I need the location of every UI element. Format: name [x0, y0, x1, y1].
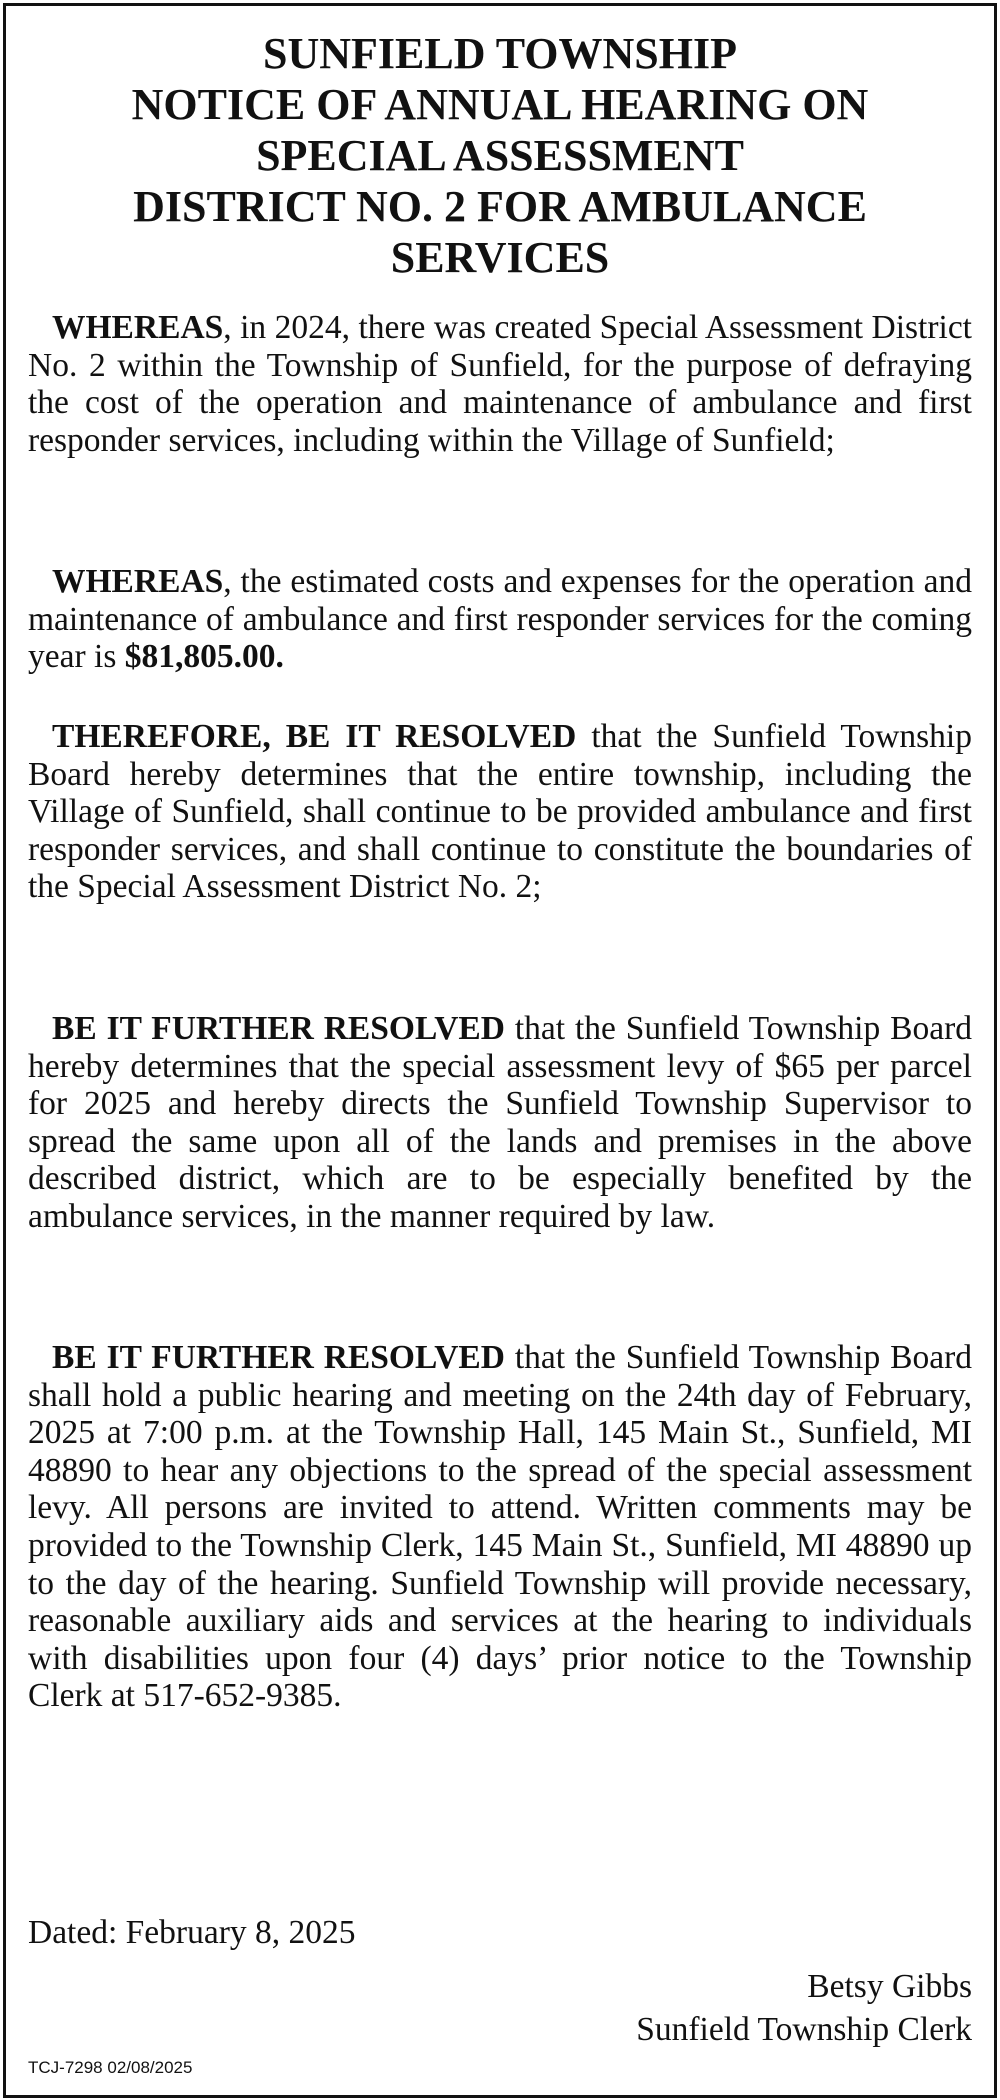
- publication-code: TCJ-7298 02/08/2025: [28, 2058, 193, 2077]
- paragraph-lead: WHEREAS: [52, 309, 224, 346]
- paragraph-text: that the Sunfield Township Board hereby determines that the entire township, including the Village of Sunfield, shall continue to be provided ambulance and first responder services, and shall continue to constitute the boundaries of the Special Assessment District No. 2;: [28, 718, 972, 906]
- paragraph-text: that the Sunfield Township Board shall hold a public hearing and meeting on the 24th day of February, 2025 at 7:00 p.m. at the Township Hall, 145 Main St., Sunfield, MI 48890 to hear any objections to the spread of the special assessment levy. All persons are invited to attend. Written comments may be provided to the Township Clerk, 145 Main St., Sunfield, MI 48890 up to the day of the hearing. Sunfield Township will provide necessary, reasonable auxiliary aids and services at the hearing to individuals with disabilities upon four (4) days’ prior notice to the Township Clerk at 517-652-9385.: [28, 1339, 972, 1715]
- paragraph-4: [28, 1010, 972, 1236]
- title-line: SPECIAL ASSESSMENT: [256, 131, 744, 180]
- paragraph-lead: BE IT FURTHER RESOLVED: [52, 1010, 505, 1047]
- dated-line: Dated: February 8, 2025: [28, 1914, 356, 1951]
- paragraph-text: , in 2024, there was created Special Assessment District No. 2 within the Township of Sunfield, for the purpose of defraying the cost of the operation and maintenance of ambulance and first responder services, including within the Village of Sunfield;: [28, 309, 972, 459]
- title-line: SUNFIELD TOWNSHIP: [263, 29, 737, 78]
- title-line: NOTICE OF ANNUAL HEARING ON: [131, 80, 869, 129]
- title-line: DISTRICT NO. 2 FOR AMBULANCE: [133, 182, 867, 231]
- signature-title: Sunfield Township Clerk: [636, 2011, 972, 2048]
- notice-title: [26, 28, 974, 283]
- paragraph-lead: THEREFORE, BE IT RESOLVED: [52, 718, 577, 755]
- legal-notice: [3, 3, 997, 2098]
- paragraph-2: [28, 563, 972, 676]
- paragraph-text: , the estimated costs and expenses for the operation and maintenance of ambulance and first responder services for the coming year is: [28, 563, 972, 676]
- paragraph-5: [28, 1339, 972, 1715]
- paragraph-3: [28, 718, 972, 906]
- paragraph-lead: BE IT FURTHER RESOLVED: [52, 1339, 505, 1376]
- paragraph-text: that the Sunfield Township Board hereby determines that the special assessment levy of $65 per parcel for 2025 and hereby directs the Sunfield Township Supervisor to spread the same upon all of the lands and premises in the above described district, which are to be especially benefited by the ambulance services, in the manner required by law.: [28, 1010, 972, 1235]
- paragraph-1: [28, 309, 972, 459]
- title-line: SERVICES: [390, 233, 610, 282]
- estimated-amount: $81,805.00.: [124, 638, 284, 676]
- signature-name: Betsy Gibbs: [807, 1968, 972, 2005]
- paragraph-lead: WHEREAS: [52, 563, 224, 600]
